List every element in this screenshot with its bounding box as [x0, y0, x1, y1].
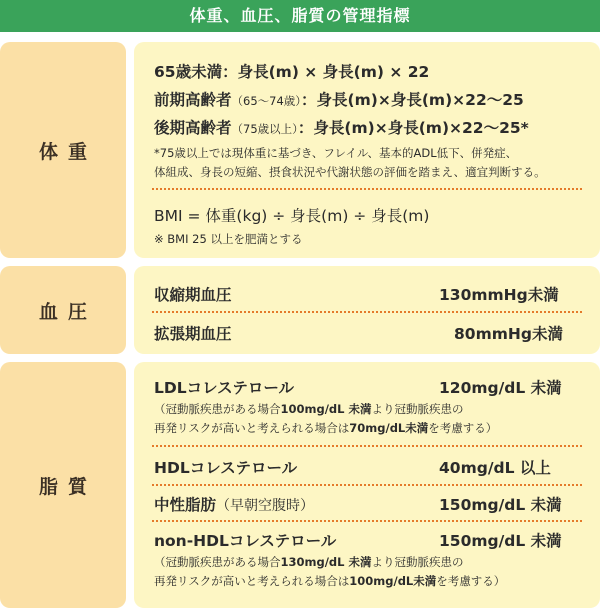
lipid-row-nonhdl: non-HDLコレステロール 150mg/dL 未満: [154, 532, 562, 550]
weight-footnote-2: 体組成、身長の短縮、摂食状況や代謝状態の評価を踏まえ、適宜判断する。: [154, 165, 546, 179]
label-lipids: 脂質: [0, 362, 126, 608]
bmi-formula: BMI = 体重(kg) ÷ 身長(m) ÷ 身長(m): [154, 207, 430, 225]
panel-lipids: [134, 362, 600, 608]
panel-blood-pressure: [134, 266, 600, 354]
weight-line-2: 前期高齢者（65〜74歳）：身長(m)×身長(m)×22〜25: [154, 91, 524, 109]
weight-line-3: 後期高齢者（75歳以上）：身長(m)×身長(m)×22〜25*: [154, 119, 529, 137]
page-title: 体重、血圧、脂質の管理指標: [0, 0, 600, 32]
ldl-note-1: （冠動脈疾患がある場合100mg/dL 未満より冠動脈疾患の: [154, 402, 464, 416]
weight-footnote-1: *75歳以上では現体重に基づき、フレイル、基本的ADL低下、併発症、: [154, 146, 518, 160]
nonhdl-note-1: （冠動脈疾患がある場合130mg/dL 未満より冠動脈疾患の: [154, 555, 464, 569]
weight-line-1: 65歳未満：身長(m) × 身長(m) × 22: [154, 63, 430, 81]
divider: [152, 445, 582, 447]
label-weight: 体重: [0, 42, 126, 258]
nonhdl-note-2: 再発リスクが高いと考えられる場合は100mg/dL未満を考慮する）: [154, 574, 506, 588]
ldl-note-2: 再発リスクが高いと考えられる場合は70mg/dL未満を考慮する）: [154, 421, 498, 435]
lipid-row-triglyceride: 中性脂肪（早朝空腹時） 150mg/dL 未満: [154, 496, 562, 514]
lipid-row-ldl: LDLコレステロール 120mg/dL 未満: [154, 379, 562, 397]
lipid-row-hdl: HDLコレステロール 40mg/dL 以上: [154, 459, 551, 477]
panel-weight: [134, 42, 600, 258]
bmi-note: ※ BMI 25 以上を肥満とする: [154, 232, 303, 246]
divider: [152, 520, 582, 522]
bp-row-systolic: 収縮期血圧 130mmHg未満: [154, 286, 559, 304]
divider: [152, 484, 582, 486]
bp-row-diastolic: 拡張期血圧 80mmHg未満: [154, 325, 563, 343]
divider: [152, 188, 582, 190]
label-blood-pressure: 血圧: [0, 266, 126, 354]
divider: [152, 311, 582, 313]
